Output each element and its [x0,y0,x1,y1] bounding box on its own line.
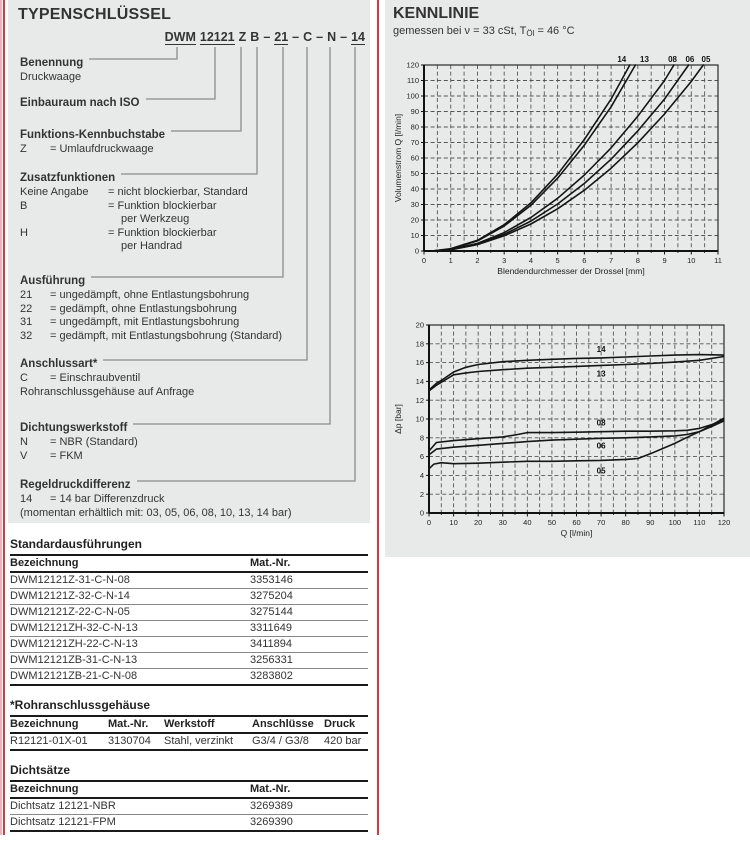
table-cell: G3/4 / G3/8 [252,733,324,750]
x-tick-label: 7 [609,256,614,265]
key-value-line [20,372,364,386]
series-label: 14 [596,344,606,354]
data-table [10,554,368,686]
x-tick-label: 120 [717,518,731,527]
y-tick-label: 80 [410,122,419,132]
x-tick-label: 70 [596,518,606,527]
option-key: 21 [20,289,33,301]
option-value: = NBR (Standard) [50,436,138,448]
x-tick-label: 30 [498,518,507,527]
y-tick-label: 40 [410,184,419,194]
column-header: Mat.-Nr. [108,716,164,733]
text-line: Druckwaage [20,71,82,83]
right-column [385,0,750,557]
type-key-section [20,475,364,520]
x-tick-label: 80 [621,518,630,527]
table-cell: DWM12121ZB-31-C-N-13 [10,653,250,669]
table-cell: Stahl, verzinkt [164,733,252,750]
y-tick-label: 100 [406,91,419,101]
page-edge-pink-stripe [0,0,2,835]
table-heading: Standardausführungen [10,537,143,551]
section-label: Ausführung [20,275,91,288]
x-tick-label: 0 [426,518,432,527]
x-tick-label: 90 [646,518,655,527]
section-label: Zusatzfunktionen [20,172,121,185]
table-row [10,605,368,621]
type-key-section [20,271,364,343]
series-label: 13 [596,369,606,379]
table-cell: 3283802 [250,669,368,686]
x-tick-label: 5 [555,256,560,265]
table-header-row [10,781,368,798]
key-value-line [20,493,364,507]
option-value: = nicht blockierbar, Standard [108,186,248,198]
series-label: 06 [596,441,606,451]
type-key-section [20,125,364,157]
option-key: V [20,449,28,462]
y-tick-label: 30 [410,200,419,210]
key-value-line [20,186,364,200]
series-label: 06 [685,55,695,64]
y-tick-label: 4 [419,471,424,480]
table-row [10,733,368,750]
type-key-section [20,93,364,111]
column-header: Druck [324,716,368,733]
y-tick-label: 70 [410,138,419,148]
type-key-section [20,418,364,463]
option-value: = Umlaufdruckwaage [50,143,154,155]
y-tick-label: 20 [410,215,419,225]
table-row [10,798,368,815]
y-tick-label: 50 [410,169,419,179]
column-header: Mat.-Nr. [250,781,368,798]
y-tick-label: 90 [410,107,419,117]
table-cell: 3353146 [250,572,368,589]
key-value-line [20,450,364,464]
x-tick-label: 2 [475,256,480,265]
text-line: (momentan erhältlich mit: 03, 05, 06, 08, 10, 13, 14 bar) [20,506,292,519]
table-cell: 3269389 [250,798,368,815]
table-cell: 3275144 [250,605,368,621]
key-value-line [20,303,364,317]
table-row [10,669,368,686]
table-cell: 3411894 [250,637,368,653]
x-tick-label: 11 [714,256,722,265]
continuation-line: per Handrad [121,240,183,252]
typenschluessel-title: TYPENSCHLÜSSEL [18,6,172,23]
column-header: Bezeichnung [10,555,250,572]
code-separator: – [316,30,324,44]
code-token: 14 [351,30,365,44]
table-cell: 3269390 [250,815,368,832]
table-cell: 420 bar [324,733,368,750]
x-axis-title: Q [l/min] [560,528,593,538]
table-row [10,621,368,637]
typenschluessel-panel [8,0,370,523]
table-row [10,815,368,832]
table-row [10,589,368,605]
key-value-line [20,316,364,330]
page-edge-red-line [3,0,5,835]
table-cell: DWM12121ZH-32-C-N-13 [10,621,250,637]
code-separator: – [263,30,271,44]
option-value: = FKM [50,449,83,462]
code-token: B [250,30,260,44]
option-value: = 14 bar Differenzdruck [50,493,165,505]
option-value: = ungedämpft, ohne Entlastungsbohrung [50,289,250,301]
y-tick-label: 16 [415,358,424,368]
y-tick-label: 14 [415,377,424,386]
y-tick-label: 110 [407,76,419,86]
series-label: 05 [596,466,606,476]
table-cell: Dichtsatz 12121-NBR [10,798,250,815]
table-cell: DWM12121Z-32-C-N-14 [10,589,250,605]
option-value: = Funktion blockierbar [108,226,217,239]
y-tick-label: 10 [410,231,419,241]
section-label: Einbauraum nach ISO [20,97,146,110]
type-key-section [20,354,364,399]
type-key-section [20,168,364,254]
code-token: C [303,30,313,44]
table-heading: *Rohranschlussgehäuse [10,698,151,712]
key-value-line [20,436,364,450]
measurement-conditions [393,25,575,38]
x-tick-label: 4 [528,256,533,265]
column-header: Anschlüsse [252,716,324,733]
option-value: = ungedämpft, mit Entlastungsbohrung [50,316,240,328]
table-row [10,637,368,653]
x-tick-label: 50 [547,518,557,527]
x-tick-label: 100 [668,518,682,527]
table-heading: Dichtsätze [10,763,71,777]
section-label: Regeldruckdifferenz [20,479,137,492]
code-token: N [327,30,337,44]
key-value-line [20,200,364,214]
table-cell: 3256331 [250,653,368,669]
section-label: Dichtungswerkstoff [20,422,133,435]
table-cell: DWM12121ZH-22-C-N-13 [10,637,250,653]
key-value-line [20,143,364,157]
type-key-section [20,53,364,85]
y-tick-label: 20 [415,320,424,330]
table-cell: DWM12121ZB-21-C-N-08 [10,669,250,686]
y-tick-label: 0 [419,508,424,518]
table-row [10,653,368,669]
data-table [10,715,368,751]
option-value: = Einschraubventil [50,372,141,384]
table-cell: 3275204 [250,589,368,605]
code-token: DWM [164,30,196,44]
table-cell: Dichtsatz 12121-FPM [10,815,250,832]
column-header: Werkstoff [164,716,252,733]
option-value: = gedämpft, ohne Entlastungsbohrung [50,302,237,315]
option-key: 31 [20,316,33,328]
code-token: Z [238,30,247,44]
key-value-line [20,227,364,241]
y-tick-label: 18 [415,339,424,349]
code-token: 21 [274,30,289,44]
option-key: B [20,199,28,212]
y-tick-label: 8 [419,433,424,443]
subtitle-subscript: Öl [526,29,535,38]
key-value-line [20,289,364,303]
x-tick-label: 60 [572,518,581,527]
x-tick-label: 40 [523,518,532,527]
kennlinie-panel [385,0,750,557]
table-header-row [10,716,368,733]
pressure-vs-flow-chart [391,316,736,546]
kennlinie-title: KENNLINIE [393,5,480,22]
series-label: 08 [668,55,678,64]
series-label: 08 [596,418,606,428]
x-tick-label: 0 [421,256,427,265]
series-label: 13 [640,55,649,64]
section-label: Anschlussart* [20,358,103,371]
y-tick-label: 120 [406,60,419,70]
x-axis-title: Blendendurchmesser der Drossel [mm] [497,266,645,276]
column-header: Bezeichnung [10,716,108,733]
x-tick-label: 3 [502,256,507,265]
y-axis-title: Δp [bar] [393,404,403,434]
x-tick-label: 9 [662,256,667,265]
table-row [10,572,368,589]
option-key: H [20,226,28,239]
x-tick-label: 110 [693,518,706,527]
x-tick-label: 10 [687,256,696,265]
section-label: Benennung [20,57,89,70]
option-key: 32 [20,329,33,342]
option-key: Keine Angabe [20,186,89,198]
section-label: Funktions-Kennbuchstabe [20,129,171,142]
option-key: 14 [20,493,33,505]
x-tick-label: 1 [448,256,453,265]
x-tick-label: 20 [473,518,483,527]
y-tick-label: 2 [419,489,424,499]
option-key: N [20,436,28,448]
series-label: 05 [701,55,711,64]
y-axis-title: Volumenstrom Q [l/min] [393,113,403,203]
type-key-sections [8,0,370,523]
table-cell: DWM12121Z-22-C-N-05 [10,605,250,621]
subtitle-text: = 46 °C [534,25,575,37]
table-header-row [10,555,368,572]
option-key: C [20,372,28,384]
continuation-line: per Werkzeug [121,213,190,225]
subtitle-text: gemessen bei ν = 33 cSt, T [393,25,527,37]
code-separator: – [292,30,300,44]
text-line: Rohranschlussgehäuse auf Anfrage [20,385,195,398]
left-column [8,0,370,844]
flow-vs-orifice-chart [391,52,731,284]
data-table [10,780,368,832]
table-cell: 3311649 [250,621,368,637]
table-cell: DWM12121Z-31-C-N-08 [10,572,250,589]
option-value: = gedämpft, mit Entlastungsbohrung (Standard) [50,329,283,342]
key-value-line [20,330,364,344]
y-tick-label: 12 [415,395,424,405]
y-tick-label: 10 [415,414,424,424]
option-key: Z [20,143,27,155]
column-divider-red-line [377,0,379,835]
column-header: Mat.-Nr. [250,555,368,572]
table-cell: R12121-01X-01 [10,733,108,750]
y-tick-label: 6 [419,452,424,462]
x-tick-label: 8 [635,256,640,265]
code-token: 12121 [199,30,235,44]
y-tick-label: 60 [410,153,419,163]
table-cell: 3130704 [108,733,164,750]
y-tick-label: 0 [414,246,419,256]
x-tick-label: 6 [582,256,587,265]
series-label: 14 [617,55,627,64]
code-separator: – [340,30,348,44]
option-value: = Funktion blockierbar [108,199,217,212]
column-header: Bezeichnung [10,781,250,798]
x-tick-label: 10 [449,518,458,527]
option-key: 22 [20,302,33,315]
tables-area [8,537,368,832]
